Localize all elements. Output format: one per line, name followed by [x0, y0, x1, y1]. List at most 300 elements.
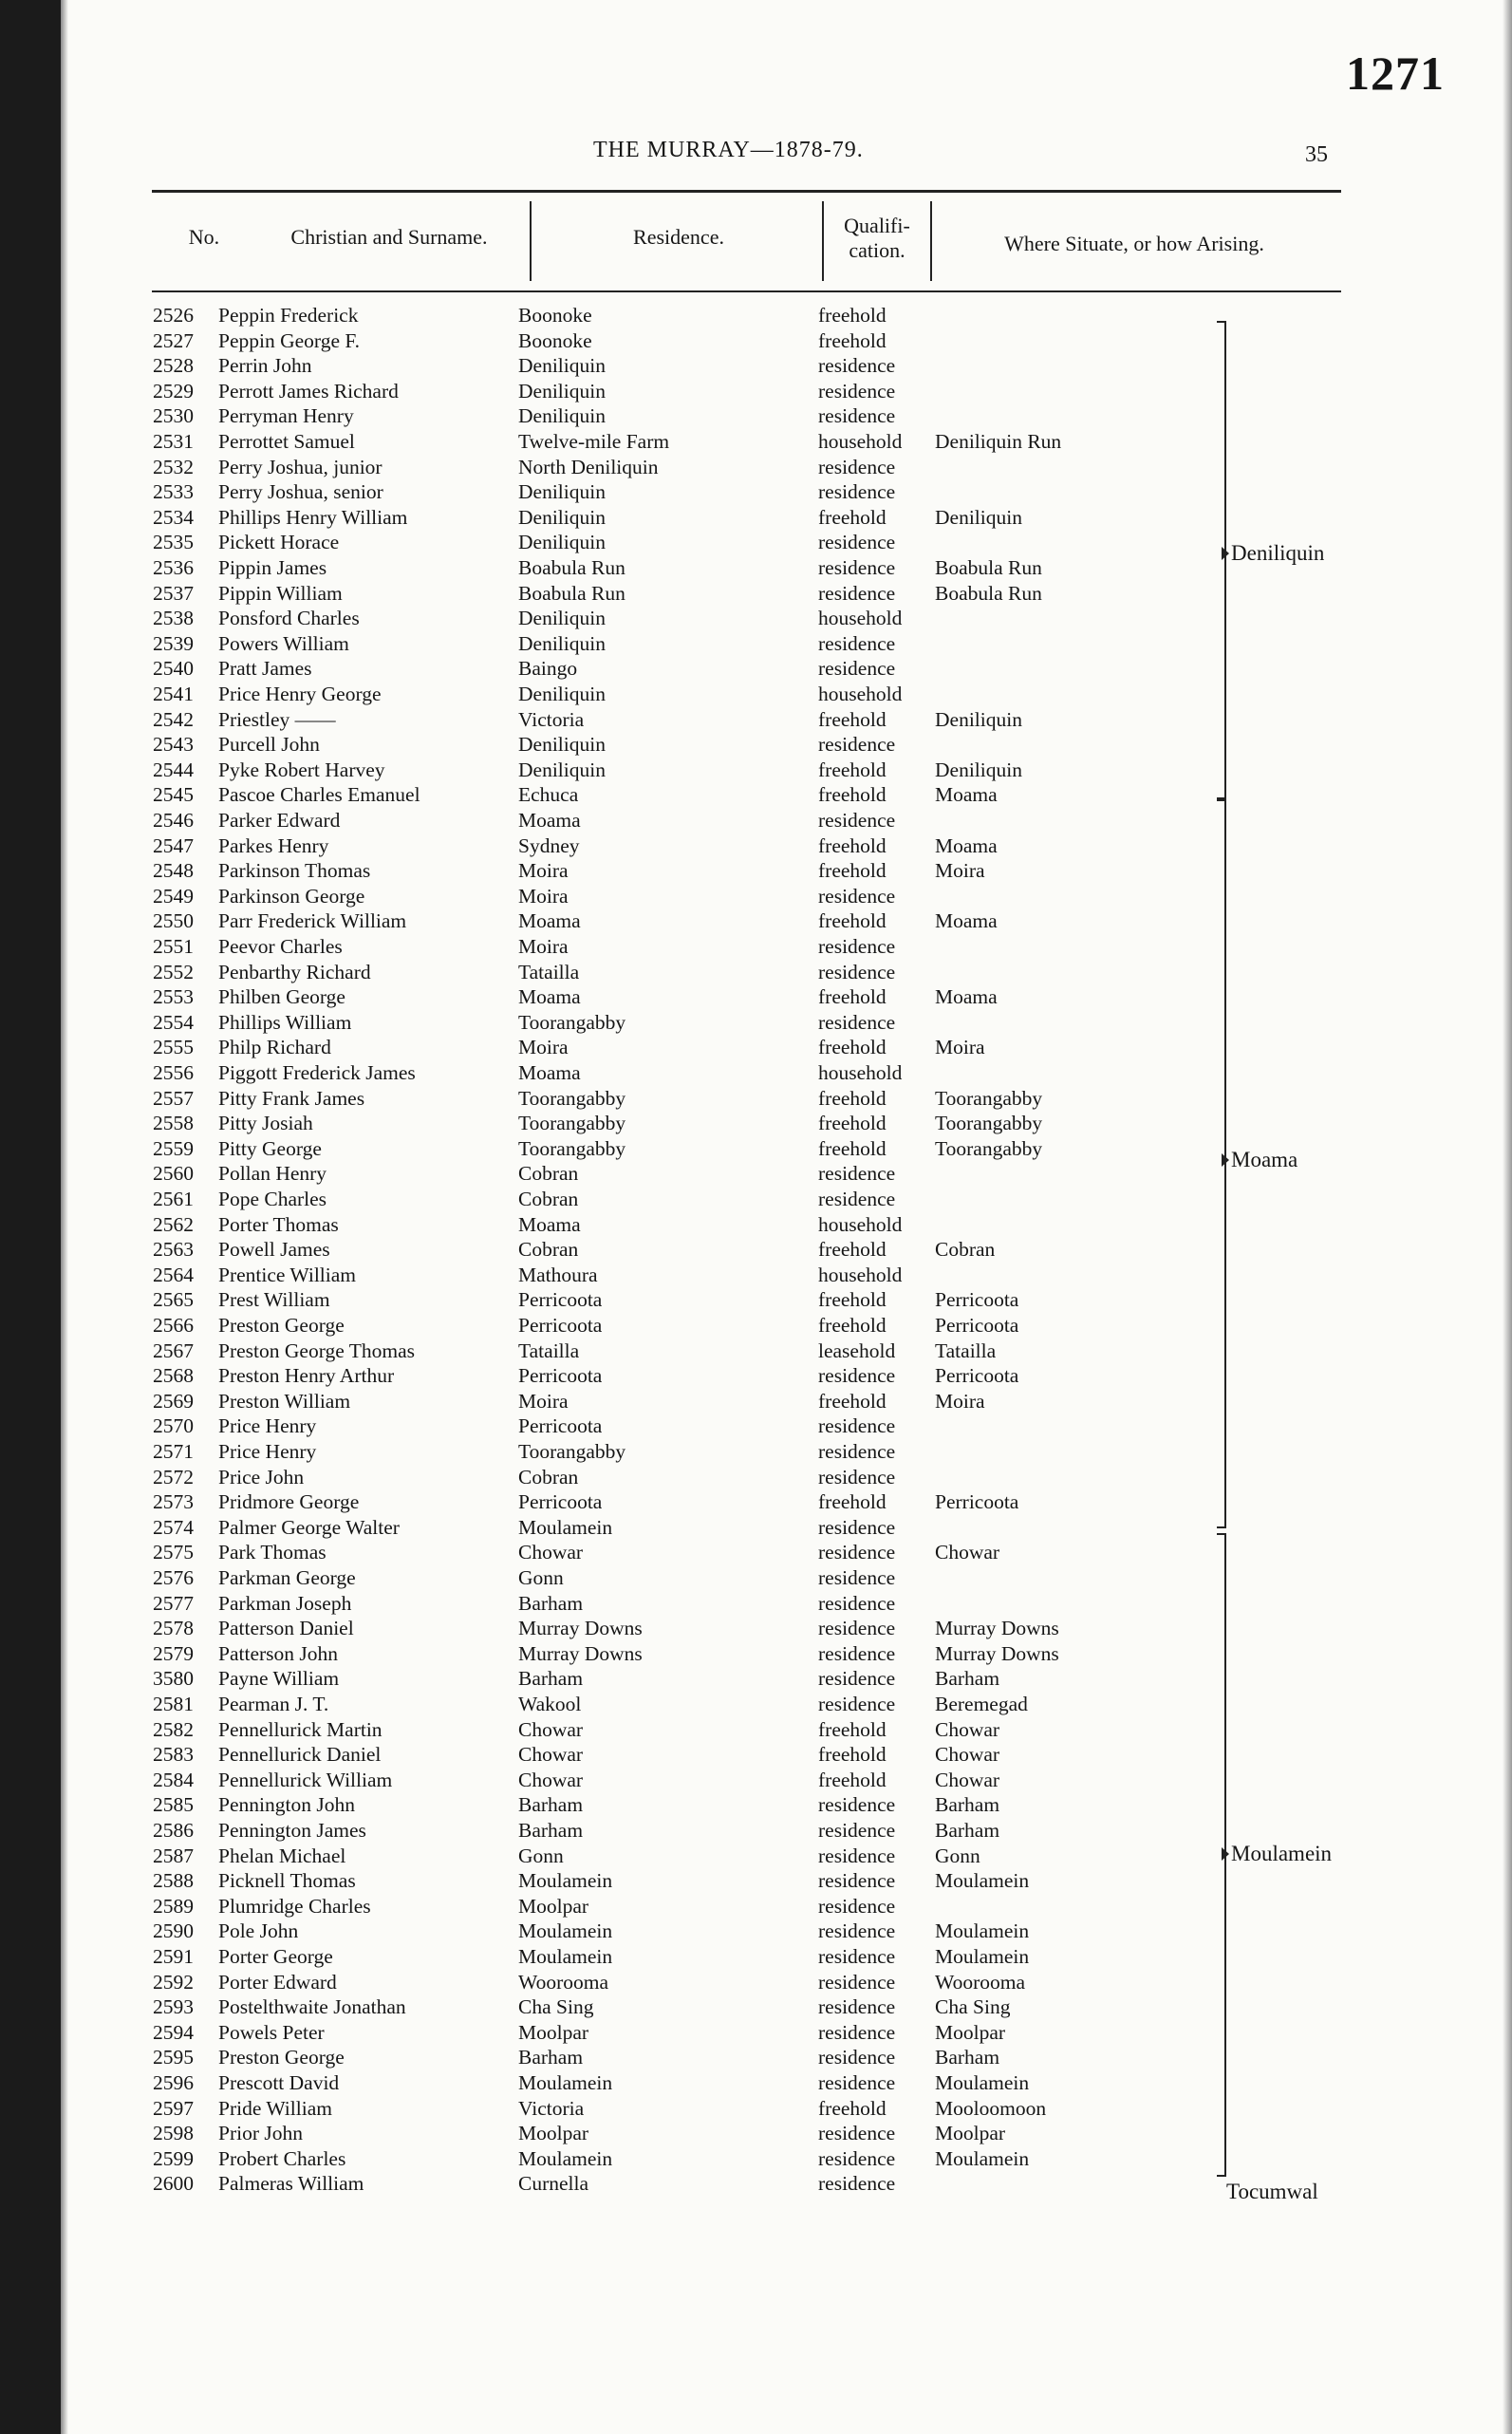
residence-cell: Boonoke	[518, 304, 592, 327]
row-number: 2593	[153, 1995, 194, 2019]
elector-name: Prior John	[218, 2122, 303, 2145]
row-number: 2573	[153, 1490, 194, 1514]
district-label-moulamein: Moulamein	[1222, 1842, 1332, 1866]
elector-name: Perrin John	[218, 354, 312, 378]
row-number: 2560	[153, 1162, 194, 1186]
row-number: 2548	[153, 859, 194, 883]
table-row	[0, 1515, 1512, 1541]
where-situate-cell: Chowar	[935, 1743, 1000, 1767]
table-row	[0, 833, 1512, 859]
residence-cell: Toorangabby	[518, 1010, 626, 1034]
where-situate-cell: Deniliquin Run	[935, 430, 1062, 453]
elector-name: Parkman George	[218, 1566, 356, 1589]
where-situate-cell: Moama	[935, 985, 998, 1009]
qualification-cell: freehold	[818, 909, 887, 933]
where-situate-cell: Moulamein	[935, 1945, 1030, 1968]
table-row	[0, 2070, 1512, 2096]
qualification-cell: freehold	[818, 783, 887, 807]
qualification-cell: residence	[818, 1188, 896, 1210]
qualification-cell: residence	[818, 960, 896, 983]
elector-name: Patterson John	[218, 1641, 339, 1665]
elector-name: Pippin James	[218, 556, 327, 579]
residence-cell: Chowar	[518, 1743, 584, 1767]
column-header-no: No.	[188, 225, 220, 249]
residence-cell: Boabula Run	[518, 556, 625, 579]
where-situate-cell: Barham	[935, 2046, 1000, 2069]
row-number: 2567	[153, 1339, 194, 1362]
row-number: 2534	[153, 505, 194, 529]
residence-cell: Moulamein	[518, 1869, 613, 1893]
qualification-cell: residence	[818, 1667, 896, 1691]
table-row	[0, 1944, 1512, 1970]
table-row	[0, 2121, 1512, 2146]
row-number: 2568	[153, 1364, 194, 1388]
elector-name: Priestley ——	[218, 707, 336, 731]
elector-name: Palmer George Walter	[218, 1515, 400, 1539]
table-row	[0, 1894, 1512, 1919]
table-row	[0, 505, 1512, 531]
qualification-cell: freehold	[818, 1768, 887, 1791]
qualification-cell: residence	[818, 1364, 896, 1388]
elector-name: Parkinson George	[218, 884, 365, 908]
qualification-cell: freehold	[818, 1314, 887, 1337]
elector-name: Pyke Robert Harvey	[218, 758, 385, 781]
row-number: 2536	[153, 556, 194, 579]
qualification-cell: freehold	[818, 1086, 887, 1110]
where-situate-cell: Moolpar	[935, 2020, 1006, 2044]
qualification-cell: freehold	[818, 985, 887, 1009]
row-number: 2599	[153, 2146, 194, 2170]
table-row	[0, 984, 1512, 1010]
qualification-cell: residence	[818, 1844, 896, 1867]
table-row	[0, 479, 1512, 505]
column-header-where: Where Situate, or how Arising.	[1004, 232, 1264, 255]
table-row	[0, 1616, 1512, 1641]
table-row	[0, 328, 1512, 354]
table-row	[0, 606, 1512, 631]
qualification-cell: residence	[818, 935, 896, 958]
residence-cell: Woorooma	[518, 1970, 608, 1994]
row-number: 2575	[153, 1541, 194, 1564]
residence-cell: Murray Downs	[518, 1641, 643, 1665]
row-number: 2543	[153, 733, 194, 757]
row-number: 2574	[153, 1515, 194, 1539]
elector-name: Powers William	[218, 631, 349, 655]
where-situate-cell: Moira	[935, 859, 985, 883]
qualification-cell: residence	[818, 1869, 896, 1893]
qualification-cell: residence	[818, 1414, 896, 1438]
elector-name: Pitty George	[218, 1136, 322, 1160]
table-row	[0, 1439, 1512, 1465]
elector-name: Porter George	[218, 1945, 333, 1968]
elector-name: Pitty Frank James	[218, 1086, 365, 1110]
row-number: 2578	[153, 1617, 194, 1640]
elector-name: Payne William	[218, 1667, 340, 1691]
elector-name: Preston William	[218, 1389, 351, 1413]
qualification-cell: household	[818, 430, 903, 453]
residence-cell: Moolpar	[518, 2122, 589, 2145]
row-number: 2554	[153, 1010, 194, 1034]
residence-cell: Moama	[518, 909, 581, 933]
residence-cell: Toorangabby	[518, 1112, 626, 1135]
residence-cell: Perricoota	[518, 1314, 603, 1337]
where-situate-cell: Moolpar	[935, 2122, 1006, 2145]
elector-name: Palmeras William	[218, 2172, 364, 2196]
row-number: 2569	[153, 1389, 194, 1413]
elector-name: Pope Charles	[218, 1188, 327, 1210]
elector-name: Pole John	[218, 1919, 299, 1943]
table-row	[0, 960, 1512, 985]
where-situate-cell: Barham	[935, 1667, 1000, 1691]
qualification-cell: freehold	[818, 859, 887, 883]
residence-cell: Wakool	[518, 1693, 582, 1715]
elector-name: Philben George	[218, 985, 345, 1009]
row-number: 2545	[153, 783, 194, 807]
row-number: 2553	[153, 985, 194, 1009]
elector-name: Peevor Charles	[218, 935, 343, 958]
table-row	[0, 2146, 1512, 2172]
residence-cell: Moulamein	[518, 2146, 613, 2170]
where-situate-cell: Toorangabby	[935, 1112, 1043, 1135]
row-number: 2552	[153, 960, 194, 983]
qualification-cell: residence	[818, 733, 896, 757]
row-number: 2547	[153, 833, 194, 857]
table-row	[0, 782, 1512, 808]
residence-cell: Curnella	[518, 2172, 589, 2196]
qualification-cell: freehold	[818, 833, 887, 857]
elector-name: Pennellurick William	[218, 1768, 393, 1791]
qualification-cell: residence	[818, 1945, 896, 1968]
elector-name: Perrottet Samuel	[218, 430, 355, 453]
row-number: 3580	[153, 1667, 194, 1691]
residence-cell: North Deniliquin	[518, 455, 659, 478]
residence-cell: Cobran	[518, 1188, 579, 1210]
residence-cell: Moama	[518, 1212, 581, 1236]
where-situate-cell: Barham	[935, 1819, 1000, 1842]
row-number: 2542	[153, 707, 194, 731]
elector-name: Preston Henry Arthur	[218, 1364, 395, 1388]
residence-cell: Deniliquin	[518, 379, 606, 403]
elector-name: Parr Frederick William	[218, 909, 407, 933]
residence-cell: Toorangabby	[518, 1136, 626, 1160]
header-rule-top	[152, 190, 1341, 193]
row-number: 2562	[153, 1212, 194, 1236]
residence-cell: Barham	[518, 1667, 584, 1691]
qualification-cell: freehold	[818, 1238, 887, 1262]
row-number: 2549	[153, 884, 194, 908]
elector-name: Pitty Josiah	[218, 1112, 313, 1135]
where-situate-cell: Boabula Run	[935, 556, 1042, 579]
residence-cell: Twelve-mile Farm	[518, 430, 670, 453]
where-situate-cell: Perricoota	[935, 1364, 1019, 1388]
residence-cell: Perricoota	[518, 1490, 603, 1514]
row-number: 2594	[153, 2020, 194, 2044]
residence-cell: Cobran	[518, 1162, 579, 1186]
table-row	[0, 908, 1512, 934]
residence-cell: Deniliquin	[518, 607, 606, 630]
where-situate-cell: Woorooma	[935, 1970, 1025, 1994]
folio-number: 1271	[1346, 47, 1445, 100]
table-row	[0, 1287, 1512, 1313]
column-separator	[930, 201, 932, 281]
row-number: 2570	[153, 1414, 194, 1438]
page-number: 35	[1305, 142, 1328, 167]
row-number: 2591	[153, 1945, 194, 1968]
elector-name: Prentice William	[218, 1263, 357, 1286]
qualification-cell: household	[818, 1263, 903, 1286]
table-row	[0, 1060, 1512, 1086]
where-situate-cell: Perricoota	[935, 1288, 1019, 1312]
where-situate-cell: Perricoota	[935, 1314, 1019, 1337]
table-row	[0, 1868, 1512, 1894]
qualification-cell: freehold	[818, 505, 887, 529]
elector-name: Preston George	[218, 1314, 345, 1337]
elector-name: Price Henry	[218, 1414, 317, 1438]
qualification-cell: residence	[818, 1515, 896, 1539]
header-rule-bottom	[152, 290, 1341, 292]
elector-name: Perry Joshua, junior	[218, 455, 383, 478]
column-header-residence: Residence.	[633, 225, 724, 249]
table-row	[0, 1692, 1512, 1717]
where-situate-cell: Beremegad	[935, 1693, 1028, 1715]
qualification-cell: residence	[818, 581, 896, 605]
residence-cell: Deniliquin	[518, 631, 606, 655]
qualification-cell: residence	[818, 404, 896, 428]
where-situate-cell: Chowar	[935, 1717, 1000, 1741]
elector-name: Pride William	[218, 2096, 332, 2120]
row-number: 2587	[153, 1844, 194, 1867]
residence-cell: Barham	[518, 2046, 584, 2069]
qualification-cell: residence	[818, 1440, 896, 1463]
row-number: 2597	[153, 2096, 194, 2120]
residence-cell: Barham	[518, 1591, 584, 1615]
table-row	[0, 1414, 1512, 1439]
elector-name: Prescott David	[218, 2071, 340, 2094]
qualification-cell: freehold	[818, 1743, 887, 1767]
table-row	[0, 1363, 1512, 1389]
where-situate-cell: Chowar	[935, 1541, 1000, 1564]
residence-cell: Tatailla	[518, 1339, 580, 1362]
elector-name: Phillips Henry William	[218, 505, 408, 529]
qualification-cell: residence	[818, 1995, 896, 2019]
qualification-cell: residence	[818, 556, 896, 579]
elector-name: Pennellurick Martin	[218, 1717, 383, 1741]
row-number: 2584	[153, 1768, 194, 1791]
table-row	[0, 682, 1512, 707]
table-row	[0, 1818, 1512, 1844]
residence-cell: Moama	[518, 809, 581, 832]
table-row	[0, 1263, 1512, 1288]
qualification-cell: residence	[818, 2046, 896, 2069]
qualification-cell: freehold	[818, 1490, 887, 1514]
row-number: 2551	[153, 935, 194, 958]
row-number: 2541	[153, 683, 194, 705]
elector-name: Ponsford Charles	[218, 607, 360, 630]
elector-name: Price John	[218, 1465, 305, 1488]
row-number: 2556	[153, 1061, 194, 1084]
where-situate-cell: Moira	[935, 1389, 985, 1413]
row-number: 2555	[153, 1036, 194, 1059]
residence-cell: Moama	[518, 985, 581, 1009]
residence-cell: Deniliquin	[518, 683, 606, 705]
residence-cell: Baingo	[518, 657, 578, 681]
qualification-cell: residence	[818, 1541, 896, 1564]
residence-cell: Deniliquin	[518, 404, 606, 428]
table-row	[0, 656, 1512, 682]
elector-name: Pearman J. T.	[218, 1693, 329, 1715]
table-row	[0, 1919, 1512, 1944]
table-row	[0, 934, 1512, 960]
row-number: 2559	[153, 1136, 194, 1160]
qualification-cell: freehold	[818, 1288, 887, 1312]
qualification-cell: residence	[818, 1970, 896, 1994]
table-row	[0, 2045, 1512, 2070]
elector-name: Perrott James Richard	[218, 379, 399, 403]
table-row	[0, 1666, 1512, 1692]
residence-cell: Deniliquin	[518, 480, 606, 504]
qualification-cell: freehold	[818, 1136, 887, 1160]
row-number: 2558	[153, 1112, 194, 1135]
qualification-cell: residence	[818, 1465, 896, 1488]
table-row	[0, 2020, 1512, 2046]
row-number: 2577	[153, 1591, 194, 1615]
table-row	[0, 631, 1512, 657]
where-situate-cell: Moama	[935, 909, 998, 933]
column-header-qualification: Qualifi- cation.	[844, 214, 910, 262]
elector-name: Parkes Henry	[218, 833, 329, 857]
table-row	[0, 1994, 1512, 2020]
residence-cell: Moira	[518, 1389, 569, 1413]
residence-cell: Gonn	[518, 1566, 564, 1589]
row-number: 2589	[153, 1894, 194, 1918]
table-row	[0, 1086, 1512, 1112]
qualification-cell: freehold	[818, 1112, 887, 1135]
elector-name: Pennellurick Daniel	[218, 1743, 382, 1767]
row-number: 2581	[153, 1693, 194, 1715]
table-row	[0, 884, 1512, 909]
residence-cell: Boonoke	[518, 328, 592, 352]
row-number: 2564	[153, 1263, 194, 1286]
row-number: 2566	[153, 1314, 194, 1337]
elector-name: Peppin George F.	[218, 328, 360, 352]
elector-name: Preston George Thomas	[218, 1339, 416, 1362]
table-row	[0, 1389, 1512, 1414]
table-row	[0, 353, 1512, 379]
row-number: 2529	[153, 379, 194, 403]
elector-name: Pickett Horace	[218, 531, 340, 554]
elector-name: Pollan Henry	[218, 1162, 327, 1186]
table-row	[0, 379, 1512, 404]
qualification-cell: residence	[818, 2020, 896, 2044]
where-situate-cell: Tatailla	[935, 1339, 997, 1362]
row-number: 2526	[153, 304, 194, 327]
elector-name: Pridmore George	[218, 1490, 360, 1514]
where-situate-cell: Moulamein	[935, 1869, 1030, 1893]
table-row	[0, 2096, 1512, 2122]
residence-cell: Cobran	[518, 1238, 579, 1262]
where-situate-cell: Deniliquin	[935, 707, 1022, 731]
table-row	[0, 1313, 1512, 1339]
qualification-cell: residence	[818, 2071, 896, 2094]
qualification-cell: residence	[818, 657, 896, 681]
table-row	[0, 403, 1512, 429]
qualification-cell: residence	[818, 2172, 896, 2196]
where-situate-cell: Gonn	[935, 1844, 980, 1867]
residence-cell: Moulamein	[518, 2071, 613, 2094]
row-number: 2532	[153, 455, 194, 478]
row-number: 2579	[153, 1641, 194, 1665]
residence-cell: Chowar	[518, 1717, 584, 1741]
residence-cell: Moira	[518, 1036, 569, 1059]
row-number: 2563	[153, 1238, 194, 1262]
row-number: 2571	[153, 1440, 194, 1463]
row-number: 2586	[153, 1819, 194, 1842]
table-row	[0, 1010, 1512, 1036]
where-situate-cell: Toorangabby	[935, 1086, 1043, 1110]
row-number: 2530	[153, 404, 194, 428]
table-row	[0, 732, 1512, 758]
qualification-cell: household	[818, 1061, 903, 1084]
residence-cell: Barham	[518, 1793, 584, 1817]
row-number: 2531	[153, 430, 194, 453]
qualification-cell: household	[818, 1212, 903, 1236]
qualification-cell: residence	[818, 809, 896, 832]
where-situate-cell: Boabula Run	[935, 581, 1042, 605]
elector-name: Price Henry	[218, 1440, 317, 1463]
residence-cell: Victoria	[518, 2096, 585, 2120]
where-situate-cell: Cha Sing	[935, 1995, 1011, 2019]
row-number: 2546	[153, 809, 194, 832]
table-row	[0, 1565, 1512, 1591]
residence-cell: Chowar	[518, 1768, 584, 1791]
elector-name: Porter Edward	[218, 1970, 337, 1994]
table-row	[0, 1768, 1512, 1793]
residence-cell: Deniliquin	[518, 758, 606, 781]
residence-cell: Echuca	[518, 783, 579, 807]
qualification-cell: freehold	[818, 1717, 887, 1741]
qualification-cell: freehold	[818, 1036, 887, 1059]
district-label-deniliquin: Deniliquin	[1222, 541, 1324, 566]
row-number: 2561	[153, 1188, 194, 1210]
residence-cell: Toorangabby	[518, 1440, 626, 1463]
qualification-cell: residence	[818, 2146, 896, 2170]
district-label-tocumwal: Tocumwal	[1226, 2180, 1318, 2203]
row-number: 2557	[153, 1086, 194, 1110]
elector-name: Perry Joshua, senior	[218, 480, 383, 504]
elector-name: Parker Edward	[218, 809, 341, 832]
where-situate-cell: Moama	[935, 783, 998, 807]
qualification-cell: freehold	[818, 758, 887, 781]
residence-cell: Mathoura	[518, 1263, 598, 1286]
elector-name: Probert Charles	[218, 2146, 346, 2170]
residence-cell: Chowar	[518, 1541, 584, 1564]
elector-name: Preston George	[218, 2046, 345, 2069]
where-situate-cell: Moama	[935, 833, 998, 857]
residence-cell: Moulamein	[518, 1945, 613, 1968]
table-row	[0, 1035, 1512, 1060]
qualification-cell: freehold	[818, 328, 887, 352]
qualification-cell: freehold	[818, 1389, 887, 1413]
table-row	[0, 758, 1512, 783]
residence-cell: Cha Sing	[518, 1995, 594, 2019]
elector-name: Picknell Thomas	[218, 1869, 356, 1893]
table-row	[0, 1111, 1512, 1136]
elector-name: Parkman Joseph	[218, 1591, 352, 1615]
qualification-cell: residence	[818, 1793, 896, 1817]
qualification-cell: residence	[818, 1641, 896, 1665]
qualification-cell: residence	[818, 1162, 896, 1186]
row-number: 2528	[153, 354, 194, 378]
